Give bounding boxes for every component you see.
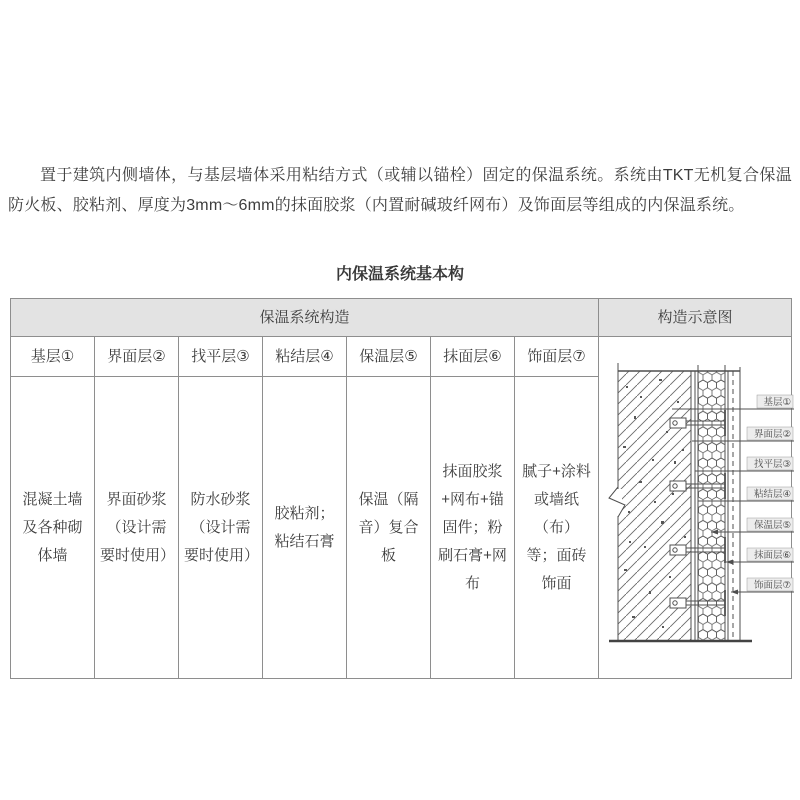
insulation-system-table: [10, 298, 792, 679]
layer-header-cell: 基层①: [11, 337, 95, 377]
layer-content-cell: 混凝土墙及各种砌体墙: [11, 377, 95, 679]
diagram-label: 粘结层④: [754, 488, 792, 500]
group-header-cell: 保温系统构造: [11, 299, 599, 337]
table-header-row-1: [11, 299, 792, 337]
layer-content-cell: 保温（隔音）复合板: [347, 377, 431, 679]
layer-content-cell: 腻子+涂料或墙纸（布）等；面砖饰面: [515, 377, 599, 679]
layer-header-cell: 保温层⑤: [347, 337, 431, 377]
diagram-label: 保温层⑤: [754, 519, 792, 531]
construction-diagram-cell: [599, 337, 792, 679]
diagram-label: 饰面层⑦: [754, 579, 792, 591]
table-title: 内保温系统基本构: [335, 266, 464, 283]
layer-header-cell: 界面层②: [95, 337, 179, 377]
layer-content-cell: 界面砂浆（设计需要时使用）: [95, 377, 179, 679]
diagram-label: 界面层②: [754, 428, 792, 440]
table-header-row-2: [11, 337, 792, 377]
diagram-label: 找平层③: [754, 458, 792, 470]
layer-header-cell: 粘结层④: [263, 337, 347, 377]
diagram-header-cell: 构造示意图: [599, 299, 792, 337]
layer-header-cell: 抹面层⑥: [431, 337, 515, 377]
layer-content-cell: 胶粘剂；粘结石膏: [263, 377, 347, 679]
diagram-label: 抹面层⑥: [754, 549, 792, 561]
layer-header-cell: 饰面层⑦: [515, 337, 599, 377]
intro-paragraph: 置于建筑内侧墙体，与基层墙体采用粘结方式（或辅以锚栓）固定的保温系统。系统由TKT无机复合保温防火板、胶粘剂、厚度为3mm～6mm的抹面胶浆（内置耐碱玻纤网布）及饰面层等组成的内保温系统。: [8, 167, 792, 214]
layer-content-cell: 防水砂浆（设计需要时使用）: [179, 377, 263, 679]
layer-content-cell: 抹面胶浆+网布+锚固件；粉刷石膏+网布: [431, 377, 515, 679]
layer-header-cell: 找平层③: [179, 337, 263, 377]
construction-diagram: [604, 341, 795, 675]
diagram-label: 基层①: [763, 396, 792, 408]
